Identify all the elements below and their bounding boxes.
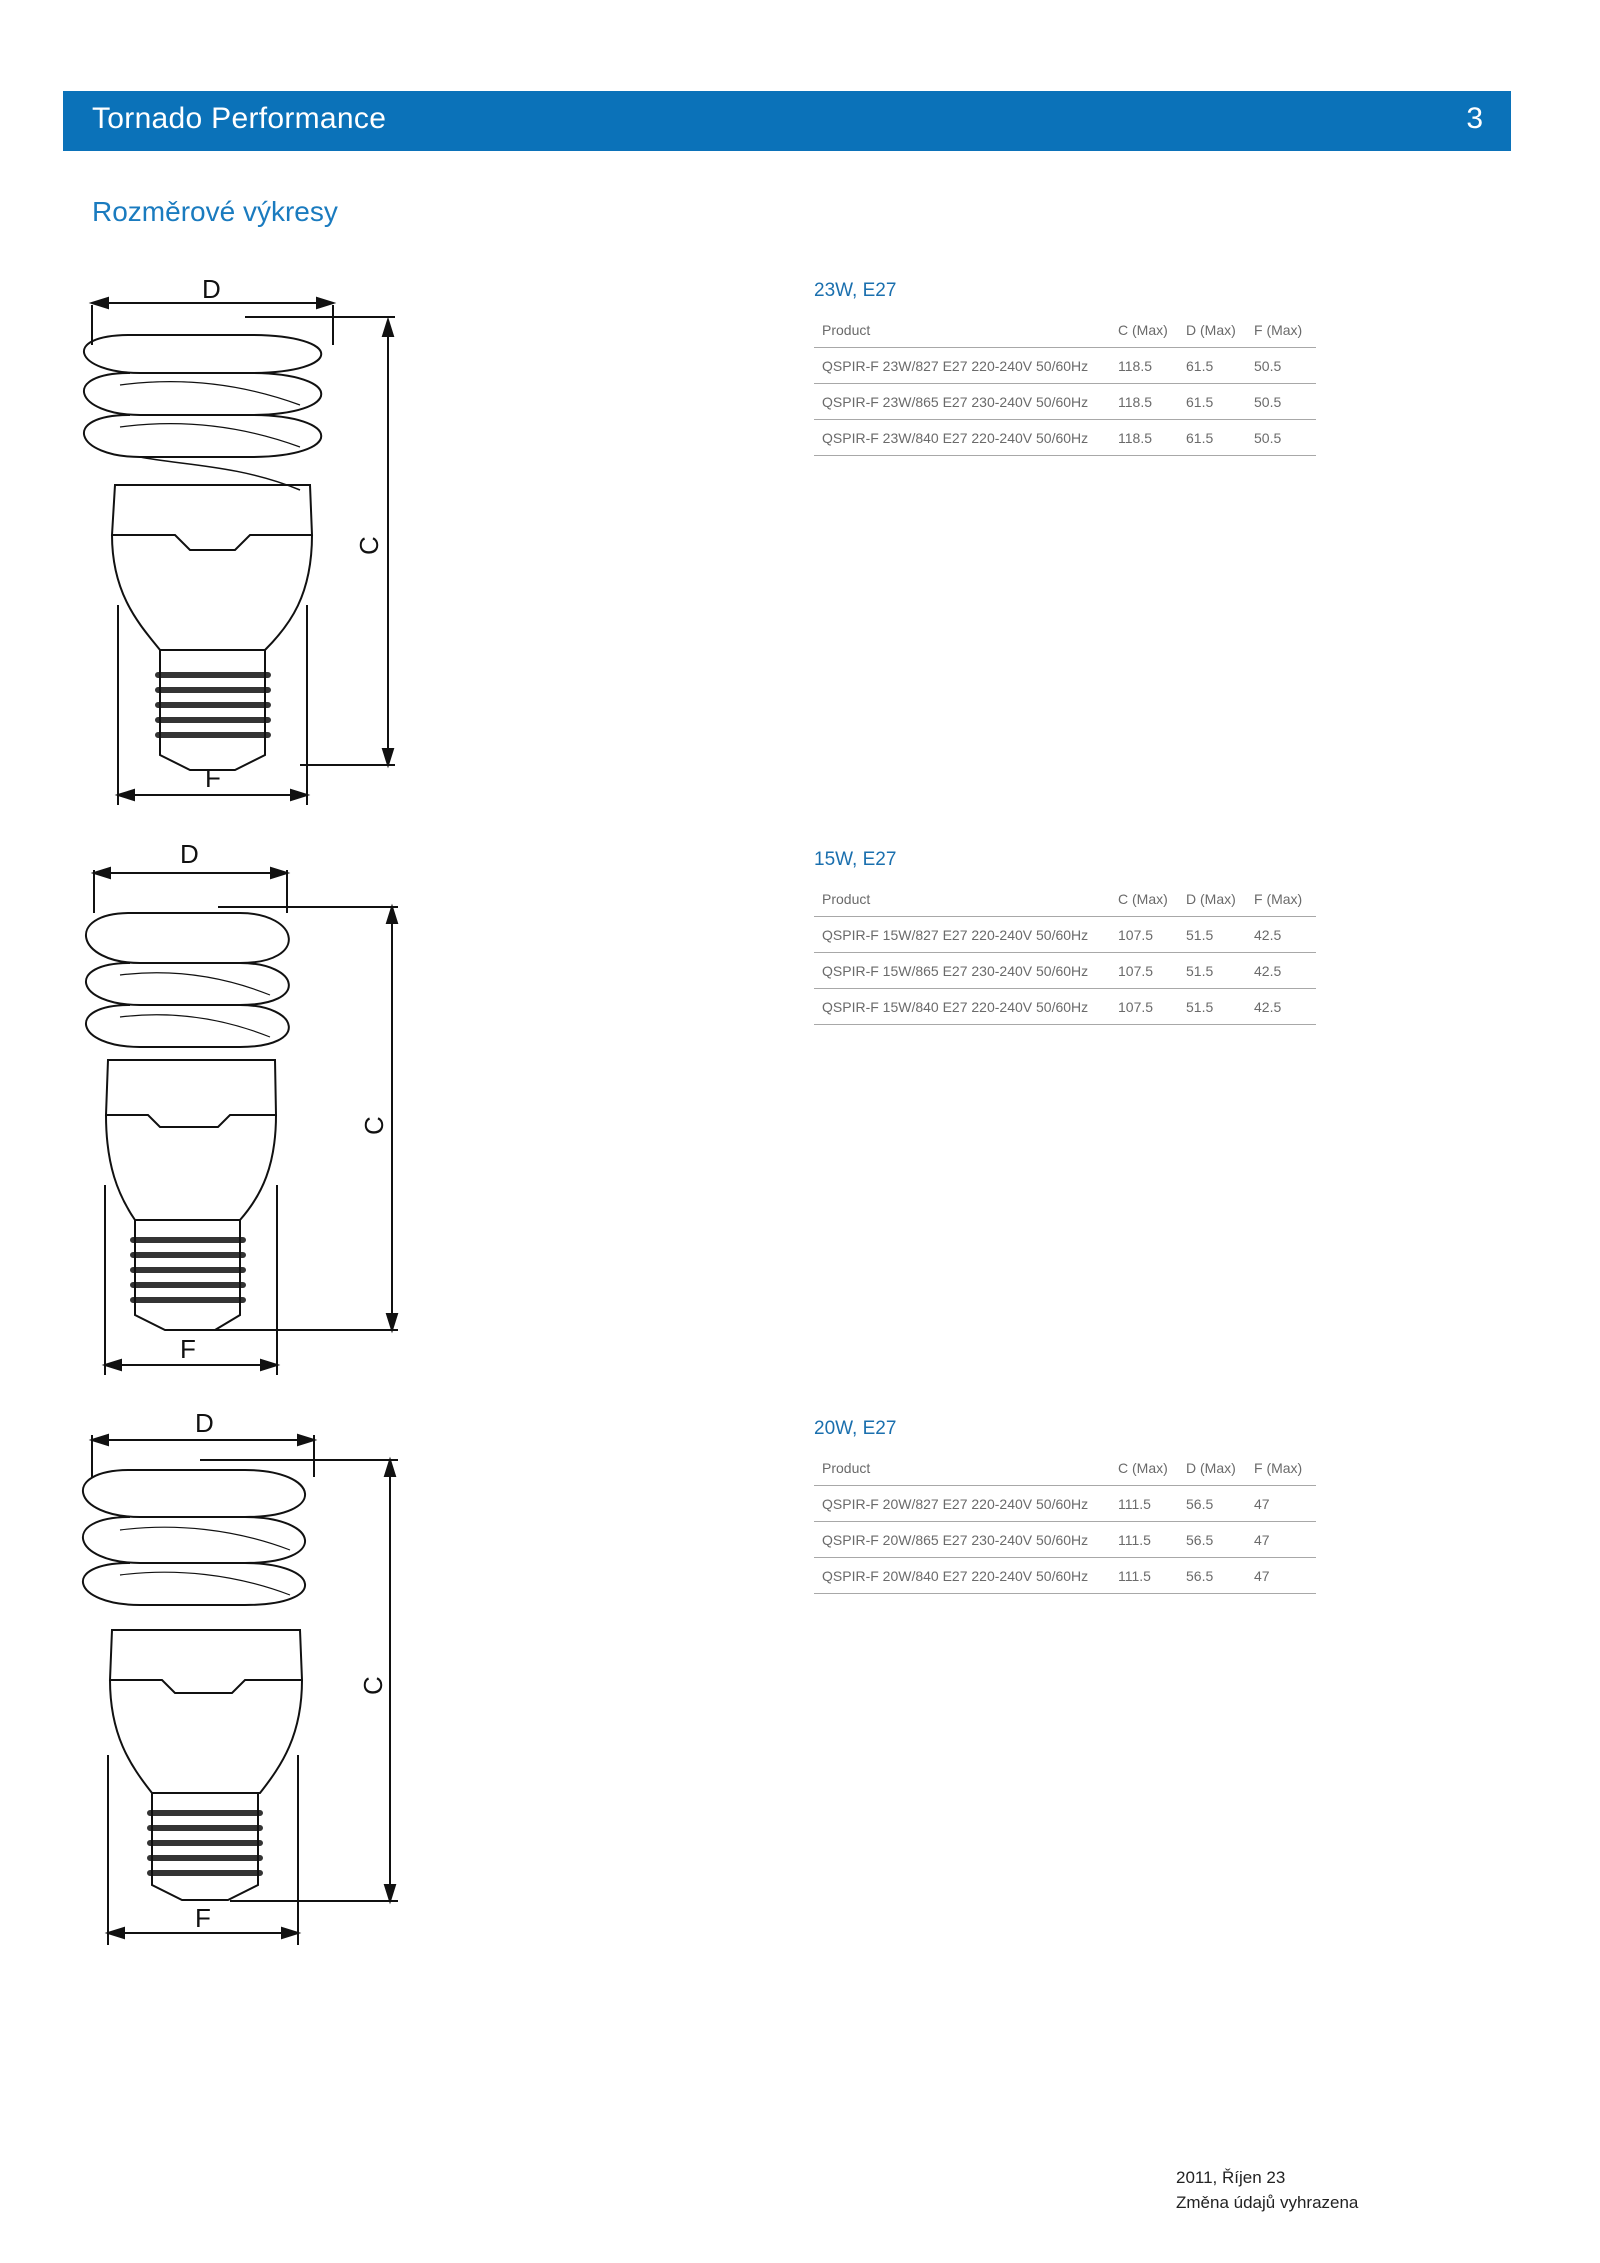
f-value: 47	[1246, 1522, 1316, 1558]
f-value: 42.5	[1246, 953, 1316, 989]
d-value: 61.5	[1178, 420, 1246, 456]
spec-block-15w	[814, 845, 1316, 1025]
column-header-d: D (Max)	[1178, 312, 1246, 348]
column-header-d: D (Max)	[1178, 1450, 1246, 1486]
lamp-drawing-23w	[0, 265, 420, 825]
c-value: 118.5	[1110, 420, 1178, 456]
column-header-c: C (Max)	[1110, 1450, 1178, 1486]
f-value: 42.5	[1246, 989, 1316, 1025]
d-value: 51.5	[1178, 953, 1246, 989]
table-row	[814, 348, 1316, 384]
column-header-f: F (Max)	[1246, 1450, 1316, 1486]
product-name: QSPIR-F 15W/827 E27 220-240V 50/60Hz	[814, 917, 1110, 953]
page-number: 3	[1466, 102, 1483, 135]
table-row	[814, 1486, 1316, 1522]
dimension-label-c: C	[354, 536, 384, 555]
f-value: 50.5	[1246, 420, 1316, 456]
dimension-label-c: C	[358, 1676, 388, 1695]
d-value: 56.5	[1178, 1486, 1246, 1522]
product-name: QSPIR-F 15W/865 E27 230-240V 50/60Hz	[814, 953, 1110, 989]
header-bar	[63, 91, 1511, 151]
dimension-label-d: D	[195, 1408, 214, 1438]
dimension-label-f: F	[195, 1903, 211, 1933]
c-value: 111.5	[1110, 1522, 1178, 1558]
table-header-row	[814, 1450, 1316, 1486]
d-value: 51.5	[1178, 917, 1246, 953]
column-header-c: C (Max)	[1110, 881, 1178, 917]
d-value: 51.5	[1178, 989, 1246, 1025]
table-row	[814, 1522, 1316, 1558]
column-header-d: D (Max)	[1178, 881, 1246, 917]
product-name: QSPIR-F 20W/827 E27 220-240V 50/60Hz	[814, 1486, 1110, 1522]
column-header-product: Product	[814, 312, 1110, 348]
column-header-product: Product	[814, 1450, 1110, 1486]
f-value: 50.5	[1246, 348, 1316, 384]
dimension-label-f: F	[205, 763, 221, 793]
d-value: 56.5	[1178, 1522, 1246, 1558]
product-name: QSPIR-F 23W/865 E27 230-240V 50/60Hz	[814, 384, 1110, 420]
lamp-drawing-15w	[0, 835, 420, 1395]
table-row	[814, 953, 1316, 989]
product-name: QSPIR-F 23W/840 E27 220-240V 50/60Hz	[814, 420, 1110, 456]
column-header-f: F (Max)	[1246, 881, 1316, 917]
spec-title: 15W, E27	[814, 849, 897, 870]
table-header-row	[814, 312, 1316, 348]
dimension-label-d: D	[180, 839, 199, 869]
table-row	[814, 989, 1316, 1025]
footer	[1176, 2165, 1358, 2215]
table-row	[814, 384, 1316, 420]
lamp-drawing-20w	[0, 1405, 420, 1965]
footer-date: 2011, Říjen 23	[1176, 2168, 1286, 2187]
table-row	[814, 420, 1316, 456]
spec-title: 20W, E27	[814, 1418, 897, 1439]
page-title: Tornado Performance	[92, 102, 387, 135]
column-header-product: Product	[814, 881, 1110, 917]
spec-table	[814, 881, 1316, 1025]
section-title: Rozměrové výkresy	[92, 196, 338, 227]
dimension-label-c: C	[359, 1116, 389, 1135]
c-value: 111.5	[1110, 1558, 1178, 1594]
spec-block-23w	[814, 276, 1316, 456]
d-value: 61.5	[1178, 348, 1246, 384]
footer-note: Změna údajů vyhrazena	[1176, 2193, 1359, 2212]
f-value: 47	[1246, 1558, 1316, 1594]
f-value: 50.5	[1246, 384, 1316, 420]
d-value: 56.5	[1178, 1558, 1246, 1594]
c-value: 118.5	[1110, 384, 1178, 420]
spec-table	[814, 1450, 1316, 1594]
c-value: 118.5	[1110, 348, 1178, 384]
c-value: 111.5	[1110, 1486, 1178, 1522]
column-header-c: C (Max)	[1110, 312, 1178, 348]
c-value: 107.5	[1110, 989, 1178, 1025]
f-value: 42.5	[1246, 917, 1316, 953]
f-value: 47	[1246, 1486, 1316, 1522]
spec-title: 23W, E27	[814, 280, 897, 301]
product-name: QSPIR-F 20W/840 E27 220-240V 50/60Hz	[814, 1558, 1110, 1594]
dimension-label-d: D	[202, 274, 221, 304]
table-header-row	[814, 881, 1316, 917]
column-header-f: F (Max)	[1246, 312, 1316, 348]
dimension-label-f: F	[180, 1334, 196, 1364]
table-row	[814, 1558, 1316, 1594]
table-row	[814, 917, 1316, 953]
d-value: 61.5	[1178, 384, 1246, 420]
c-value: 107.5	[1110, 917, 1178, 953]
spec-table	[814, 312, 1316, 456]
product-name: QSPIR-F 23W/827 E27 220-240V 50/60Hz	[814, 348, 1110, 384]
product-name: QSPIR-F 15W/840 E27 220-240V 50/60Hz	[814, 989, 1110, 1025]
c-value: 107.5	[1110, 953, 1178, 989]
product-name: QSPIR-F 20W/865 E27 230-240V 50/60Hz	[814, 1522, 1110, 1558]
spec-block-20w	[814, 1414, 1316, 1594]
